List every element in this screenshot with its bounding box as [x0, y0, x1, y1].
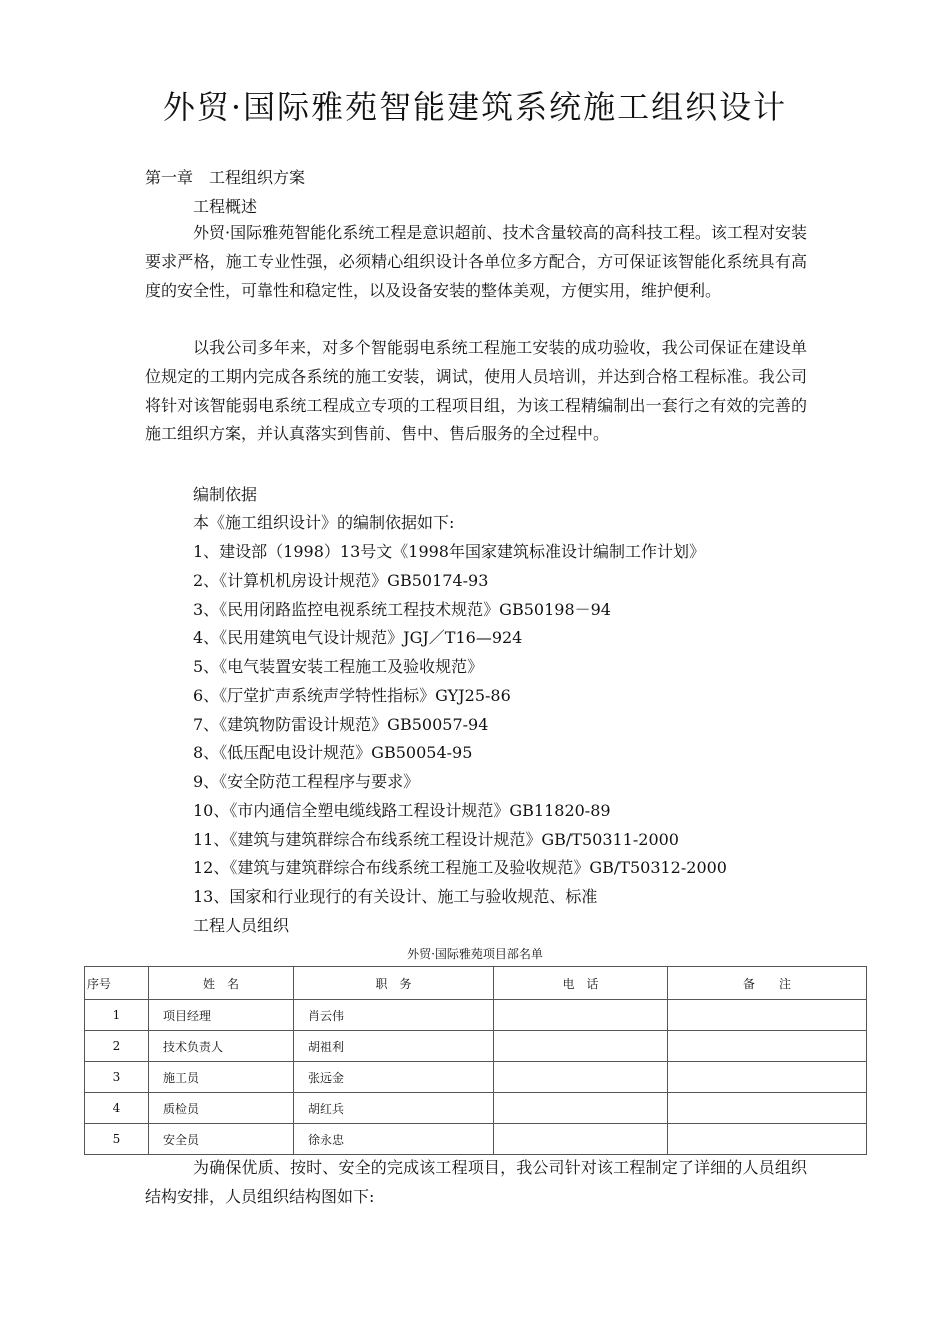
table-cell — [494, 1062, 668, 1093]
section-heading-staff: 工程人员组织 — [193, 916, 290, 935]
list-item: 1、建设部（1998）13号文《1998年国家建筑标准设计编制工作计划》 — [193, 542, 705, 561]
table-cell: 5 — [85, 1124, 149, 1155]
table-cell: 质检员 — [149, 1093, 294, 1124]
overview-paragraph-2: 以我公司多年来，对多个智能弱电系统工程施工安装的成功验收，我公司保证在建设单位规定的工期内完成各系统的施工安装，调试，使用人员培训，并达到合格工程标准。我公司将针对该智能弱电系统工程成立专项的工程项目组，为该工程精编制出一套行之有效的完善的施工组织方案，并认真落实到售前、售中、售后服务的全过程中。 — [145, 338, 807, 444]
table-cell: 肖云伟 — [294, 1000, 494, 1031]
list-item: 7、《建筑物防雷设计规范》GB50057-94 — [193, 715, 489, 734]
table-cell — [494, 1000, 668, 1031]
list-item: 5、《电气装置安装工程施工及验收规范》 — [193, 657, 484, 676]
table-row — [85, 1062, 867, 1093]
staff-table — [84, 966, 867, 1155]
table-cell: 2 — [85, 1031, 149, 1062]
table-cell — [668, 1000, 867, 1031]
table-cell: 徐永忠 — [294, 1124, 494, 1155]
table-caption: 外贸·国际雅苑项目部名单 — [407, 947, 543, 961]
list-item: 3、《民用闭路监控电视系统工程技术规范》GB50198－94 — [193, 600, 611, 619]
table-cell — [668, 1062, 867, 1093]
table-cell — [494, 1124, 668, 1155]
table-cell: 3 — [85, 1062, 149, 1093]
list-item: 13、国家和行业现行的有关设计、施工与验收规范、标准 — [193, 887, 598, 906]
chapter-heading: 第一章 工程组织方案 — [145, 168, 306, 187]
list-item: 10、《市内通信全塑电缆线路工程设计规范》GB11820-89 — [193, 801, 611, 820]
list-item: 8、《低压配电设计规范》GB50054-95 — [193, 743, 473, 762]
document-title: 外贸·国际雅苑智能建筑系统施工组织设计 — [162, 88, 788, 126]
table-cell — [494, 1031, 668, 1062]
table-cell: 胡祖利 — [294, 1031, 494, 1062]
table-row — [85, 1000, 867, 1031]
table-cell: 胡红兵 — [294, 1093, 494, 1124]
table-cell: 安全员 — [149, 1124, 294, 1155]
section-heading-overview: 工程概述 — [193, 197, 258, 216]
list-item: 2、《计算机机房设计规范》GB50174-93 — [193, 571, 489, 590]
table-row — [85, 1124, 867, 1155]
header-cell: 姓 名 — [149, 967, 294, 1000]
table-cell: 施工员 — [149, 1062, 294, 1093]
table-header-row — [85, 967, 867, 1000]
list-item: 6、《厅堂扩声系统声学特性指标》GYJ25-86 — [193, 686, 511, 705]
list-item: 11、《建筑与建筑群综合布线系统工程设计规范》GB/T50311-2000 — [193, 830, 679, 849]
header-cell: 序号 — [85, 967, 149, 1000]
table-cell: 技术负责人 — [149, 1031, 294, 1062]
header-cell: 备 注 — [668, 967, 867, 1000]
table-cell — [668, 1124, 867, 1155]
overview-paragraph-1: 外贸·国际雅苑智能化系统工程是意识超前、技术含量较高的高科技工程。该工程对安装要求严格，施工专业性强，必须精心组织设计各单位多方配合，方可保证该智能化系统具有高度的安全性，可靠性和稳定性，以及设备安装的整体美观，方便实用，维护便利。 — [145, 223, 807, 300]
closing-paragraph: 为确保优质、按时、安全的完成该工程项目，我公司针对该工程制定了详细的人员组织结构安排，人员组织结构图如下: — [145, 1158, 807, 1206]
table-cell: 项目经理 — [149, 1000, 294, 1031]
table-cell: 4 — [85, 1093, 149, 1124]
basis-intro: 本《施工组织设计》的编制依据如下: — [193, 513, 455, 532]
header-cell: 电 话 — [494, 967, 668, 1000]
list-item: 9、《安全防范工程程序与要求》 — [193, 772, 420, 791]
section-heading-basis: 编制依据 — [193, 485, 258, 504]
table-cell: 张远金 — [294, 1062, 494, 1093]
table-cell — [668, 1093, 867, 1124]
list-item: 12、《建筑与建筑群综合布线系统工程施工及验收规范》GB/T50312-2000 — [193, 858, 727, 877]
list-item: 4、《民用建筑电气设计规范》JGJ／T16—924 — [193, 628, 523, 647]
table-cell — [494, 1093, 668, 1124]
table-cell — [668, 1031, 867, 1062]
table-cell: 1 — [85, 1000, 149, 1031]
table-row — [85, 1093, 867, 1124]
header-cell: 职 务 — [294, 967, 494, 1000]
table-row — [85, 1031, 867, 1062]
